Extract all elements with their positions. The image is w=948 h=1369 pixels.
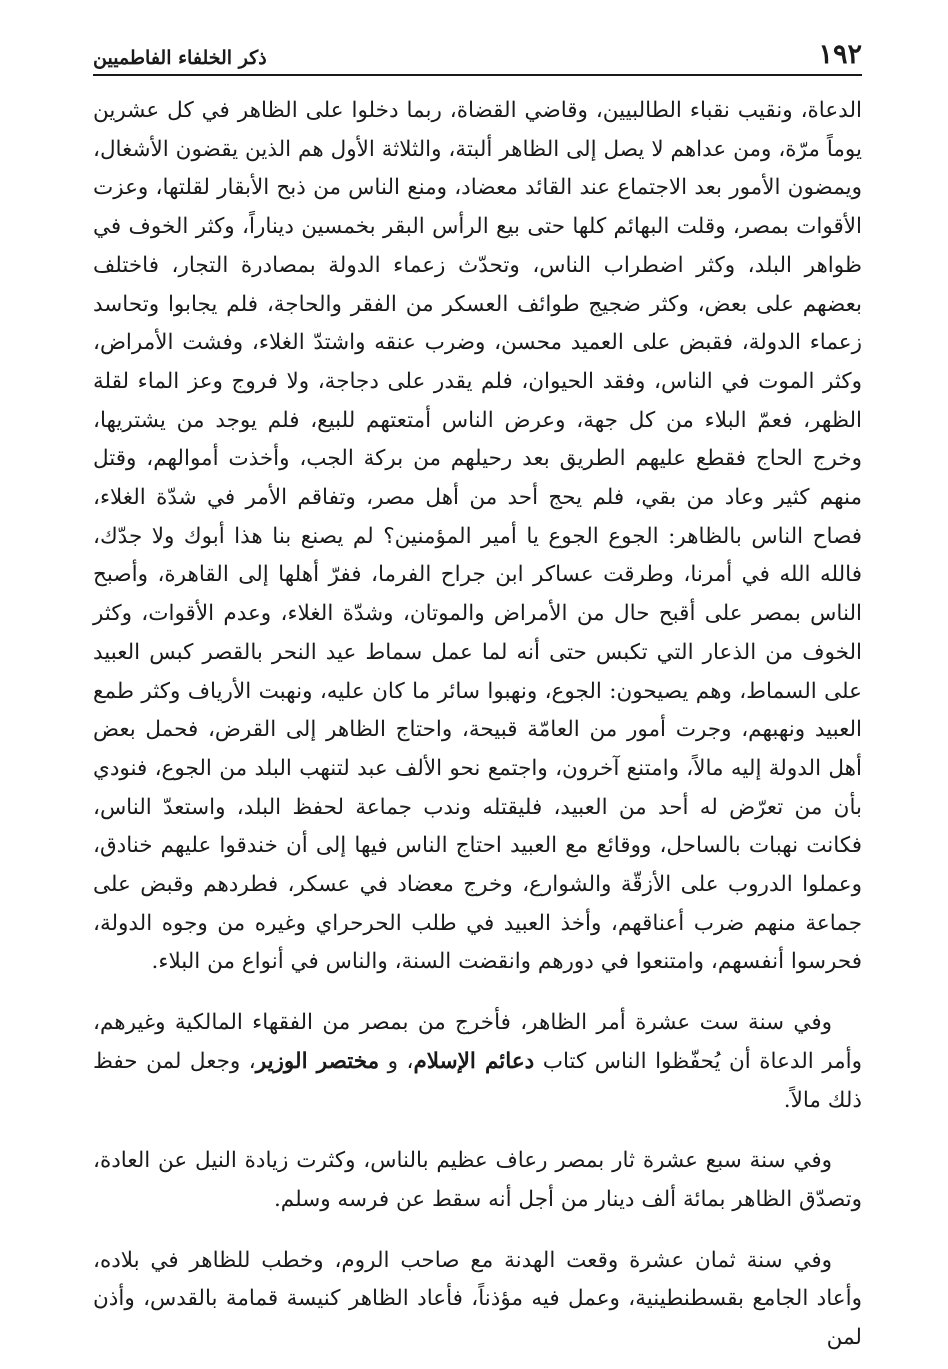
paragraph-4: وفي سنة ثمان عشرة وقعت الهدنة مع صاحب الروم، وخطب للظاهر في بلاده، وأعاد الجامع بقسطنطينية، وعمل فيه مؤذناً، فأعاد الظاهر كنيسة قمامة بالقدس، وأذن لمن: [93, 1247, 862, 1351]
book-title-mukhtasar-al-wazir: مختصر الوزير: [255, 1048, 380, 1074]
book-title-daaim-al-islam: دعائم الإسلام: [413, 1048, 535, 1074]
paragraph-3: وفي سنة سبع عشرة ثار بمصر رعاف عظيم بالناس، وكثرت زيادة النيل عن العادة، وتصدّق الظاهر بمائة ألف دينار من أجل أنه سقط عن فرسه وسلم.: [93, 1148, 862, 1212]
paragraph-1: الدعاة، ونقيب نقباء الطالبيين، وقاضي القضاة، ربما دخلوا على الظاهر في كل عشرين يوماً مرّة، ومن عداهم لا يصل إلى الظاهر ألبتة، والثلاثة الأول هم الذين يقضون الأشغال، ويمضون الأمور بعد الاجتماع عند القائد معضاد، ومنع الناس من ذبح الأبقار لقلتها، وعزت الأقوات بمصر، وقلت البهائم كلها حتى بيع الرأس البقر بخمسين ديناراً، وكثر الخوف في ظواهر البلد، وكثر اضطراب الناس، وتحدّث زعماء الدولة بمصادرة التجار، فاختلف بعضهم على بعض، وكثر ضجيج طوائف العسكر من الفقر والحاجة، فلم يجابوا وتحاسد زعماء الدولة، فقبض على العميد محسن، وضرب عنقه واشتدّ الغلاء، وفشت الأمراض، وكثر الموت في الناس، وفقد الحيوان، فلم يقدر على دجاجة، ولا فروج وعز الماء لقلة الظهر، فعمّ البلاء من كل جهة، وعرض الناس أمتعتهم للبيع، فلم يوجد من يشتريها، وخرج الحاج فقطع عليهم الطريق بعد رحيلهم من بركة الجب، وأخذت أموالهم، وقتل منهم كثير وعاد من بقي، فلم يحج أحد من أهل مصر، وتفاقم الأمر في شدّة الغلاء، فصاح الناس بالظاهر: الجوع الجوع يا أمير المؤمنين؟ لم يصنع بنا هذا أبوك ولا جدّك، فالله الله في أمرنا، وطرقت عساكر ابن جراح الفرما، ففرّ أهلها إلى القاهرة، وأصبح الناس بمصر على أقبح حال من الأمراض والموتان، وشدّة الغلاء، وعدم الأقوات، وكثر الخوف من الذعار التي تكبس حتى أنه لما عمل سماط عيد النحر بالقصر كبس العبيد على السماط، وهم يصيحون: الجوع، ونهبوا سائر ما كان عليه، ونهبت الأرياف وكثر طمع العبيد ونهبهم، وجرت أمور من العامّة قبيحة، واحتاج الظاهر إلى القرض، فحمل بعض أهل الدولة إليه مالاً، وامتنع آخرون، واجتمع نحو الألف عبد لتنهب البلد من الجوع، فنودي بأن من تعرّض له أحد من العبيد، فليقتله وندب جماعة لحفظ البلد، واستعدّ الناس، فكانت نهبات بالساحل، ووقائع مع العبيد احتاج الناس فيها إلى أن خندقوا عليهم خنادق، وعملوا الدروب على الأزقّة والشوارع، وخرج معضاد في عسكر، فطردهم وقبض على جماعة منهم ضرب أعناقهم، وأخذ العبيد في طلب الحرحراي وغيره من وجوه الدولة، فحرسوا أنفسهم، وامتنعوا في دورهم وانقضت السنة، والناس في أنواع من البلاء.: [93, 98, 862, 975]
paragraph-2: [93, 1004, 862, 1120]
page-header: [93, 36, 862, 76]
paragraph-2-text-after: ، وجعل لمن حفظ ذلك مالاً.: [93, 1048, 862, 1113]
running-title: ذكر الخلفاء الفاطميين: [93, 47, 267, 69]
page-number: ١٩٢: [818, 39, 862, 70]
body-text: [93, 92, 862, 1358]
paragraph-2-text-middle: ، و: [379, 1048, 414, 1074]
paragraph-2-text-before: وفي سنة ست عشرة أمر الظاهر، فأخرج من بمصر من الفقهاء المالكية وغيرهم، وأمر الدعاة أن يُحفّظوا الناس كتاب: [93, 1010, 862, 1074]
